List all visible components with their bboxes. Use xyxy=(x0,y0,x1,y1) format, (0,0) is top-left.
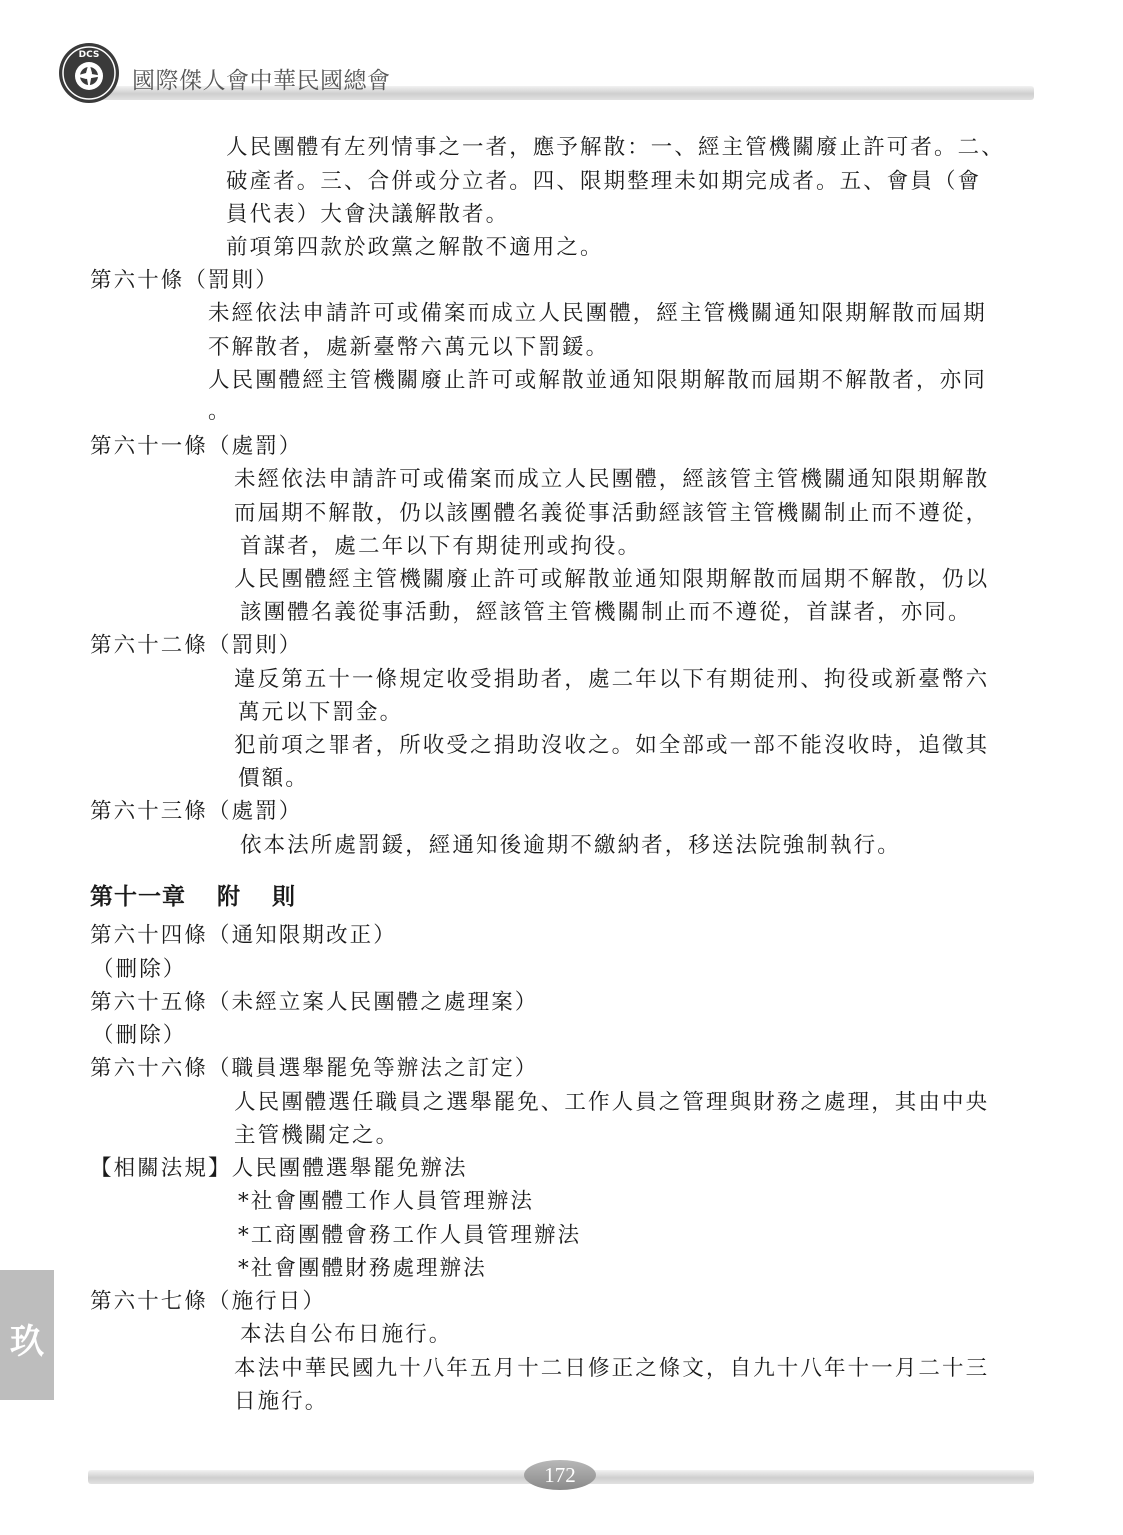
body-line: 人民團體經主管機關廢止許可或解散並通知限期解散而屆期不解散者，亦同 xyxy=(208,368,987,393)
section-tab-label: 玖 xyxy=(10,1322,44,1362)
body-line: 價額。 xyxy=(238,766,309,791)
body-line: 首謀者，處二年以下有期徒刑或拘役。 xyxy=(240,534,642,559)
body-line: 依本法所處罰鍰，經通知後逾期不繳納者，移送法院強制執行。 xyxy=(240,833,901,858)
body-line: （刪除） xyxy=(92,957,187,982)
body-line: 而屆期不解散，仍以該團體名義從事活動經該管主管機關制止而不遵從， xyxy=(234,501,990,526)
chapter-heading xyxy=(90,878,296,911)
article-heading: 第六十六條（職員選舉罷免等辦法之訂定） xyxy=(90,1056,539,1081)
body-line: *工商團體會務工作人員管理辦法 xyxy=(238,1223,582,1248)
article-heading: 第六十一條（處罰） xyxy=(90,434,303,459)
body-line: 本法自公布日施行。 xyxy=(240,1322,453,1347)
body-line: 前項第四款於政黨之解散不適用之。 xyxy=(226,235,604,260)
body-line: 不解散者，處新臺幣六萬元以下罰鍰。 xyxy=(208,335,610,360)
article-heading: 第六十三條（處罰） xyxy=(90,799,303,824)
body-line: 破產者。三、合併或分立者。四、限期整理未如期完成者。五、會員（會 xyxy=(226,169,982,194)
body-line: 。 xyxy=(208,399,232,424)
logo-text: DCS xyxy=(78,50,100,60)
body-line: 人民團體有左列情事之一者，應予解散：一、經主管機關廢止許可者。二、 xyxy=(226,135,1005,160)
article-heading: 第六十七條（施行日） xyxy=(90,1289,327,1314)
article-heading: 第六十五條（未經立案人民團體之處理案） xyxy=(90,990,539,1015)
body-line: *社會團體工作人員管理辦法 xyxy=(238,1189,535,1214)
chapter-title-2: 則 xyxy=(272,884,297,910)
chapter-title-1: 附 xyxy=(217,884,242,910)
body-line: 本法中華民國九十八年五月十二日修正之條文，自九十八年十一月二十三 xyxy=(234,1356,990,1381)
page-number-badge xyxy=(524,1460,596,1490)
chapter-number: 第十一章 xyxy=(90,884,186,910)
body-line: 未經依法申請許可或備案而成立人民團體，經主管機關通知限期解散而屆期 xyxy=(208,301,987,326)
org-name: 國際傑人會中華民國總會 xyxy=(132,68,391,94)
body-line: 違反第五十一條規定收受捐助者，處二年以下有期徒刑、拘役或新臺幣六 xyxy=(234,667,990,692)
body-line: *社會團體財務處理辦法 xyxy=(238,1256,487,1281)
article-heading: 第六十條（罰則） xyxy=(90,268,279,293)
body-line: 犯前項之罪者，所收受之捐助沒收之。如全部或一部不能沒收時，追徵其 xyxy=(234,733,990,758)
article-heading: 第六十二條（罰則） xyxy=(90,633,303,658)
body-line: 該團體名義從事活動，經該管主管機關制止而不遵從，首謀者，亦同。 xyxy=(240,600,972,625)
body-line: 日施行。 xyxy=(234,1389,329,1414)
body-line: 萬元以下罰金。 xyxy=(238,700,404,725)
body-line: （刪除） xyxy=(92,1023,187,1048)
section-tab xyxy=(0,1270,54,1400)
body-line: 人民團體經主管機關廢止許可或解散並通知限期解散而屆期不解散，仍以 xyxy=(234,567,990,592)
body-line: 未經依法申請許可或備案而成立人民團體，經該管主管機關通知限期解散 xyxy=(234,467,990,492)
article-heading: 第六十四條（通知限期改正） xyxy=(90,923,397,948)
body-line: 主管機關定之。 xyxy=(234,1123,400,1148)
related-regulations: 【相關法規】人民團體選舉罷免辦法 xyxy=(90,1156,468,1181)
page-number: 172 xyxy=(544,1463,576,1487)
body-line: 員代表）大會決議解散者。 xyxy=(226,202,510,227)
body-line: 人民團體選任職員之選舉罷免、工作人員之管理與財務之處理，其由中央 xyxy=(234,1090,990,1115)
